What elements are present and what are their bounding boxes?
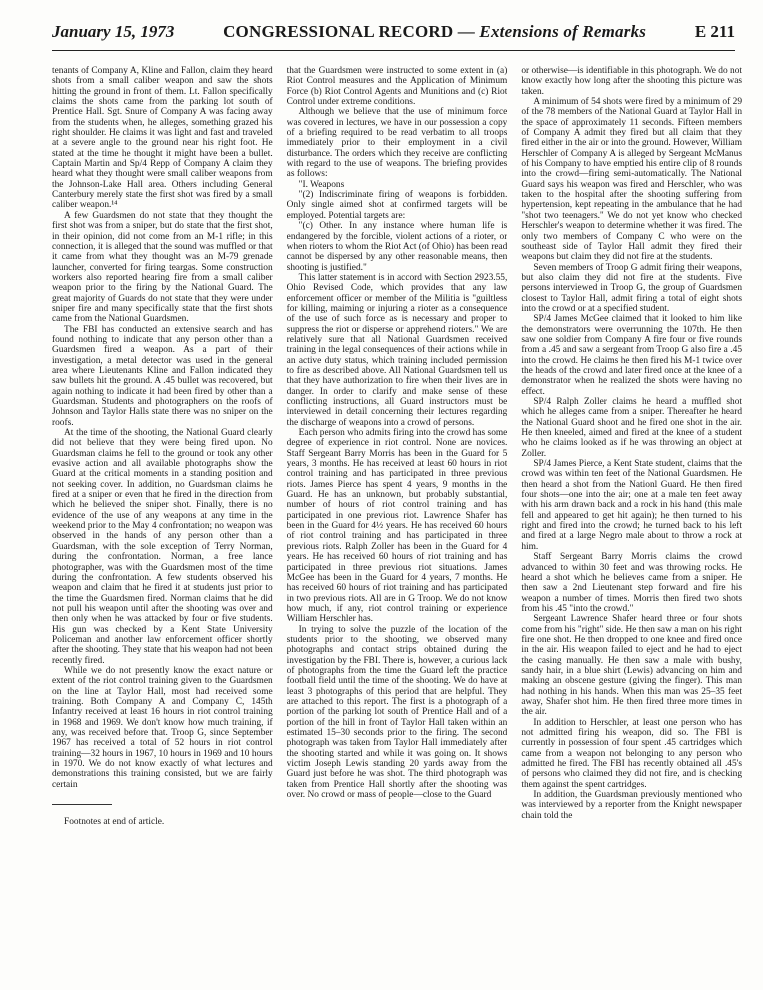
paragraph: "I. Weapons: [298, 179, 345, 190]
paragraph: The FBI has conducted an extensive search and has found nothing to indicate that any person other than a Guardsmen fired a weapon. As a part of their investigation, a metal detector was used in the general area where Lieutenants Kline and Fallon indicated they saw bullets hit the ground. A .45 bullet was recovered, but again nothing to indicate it had been fired by other than a Guardsman. Students and photographers on the roofs of Johnson and Taylor Halls state there was no sniper on the roofs.: [52, 324, 273, 428]
paragraph: that the Guardsmen were instructed to some extent in (a) Riot Control measures and the Application of Minimum Force (b) Riot Control Agents and Munitions and (c) Riot Control under extreme conditions.: [286, 66, 508, 108]
header-date: January 15, 1973: [52, 22, 175, 41]
header-page-number: E 211: [694, 22, 735, 41]
paragraph: Staff Sergeant Barry Morris claims the crowd advanced to within 30 feet and was throwing rocks. He heard a shot which he believes came from a sniper. He then saw a 2nd Lieutenant step forward and fire his weapon a number of times. Morris then fired two shots from his .45 "into the crowd.": [521, 552, 743, 614]
column-2: [287, 66, 508, 966]
footnote-divider: [52, 804, 112, 805]
paragraph: "(2) Indiscriminate firing of weapons is forbidden. Only single aimed shot at confirmed targets will be employed. Potential targets are:: [286, 190, 508, 221]
paragraph: Seven members of Troop G admit firing their weapons, but also claim they did not fire at the students. Five persons interviewed in Troop G, the group of Guardsmen closest to Taylor Hall, admit firing a total of eight shots into the crowd or at a specified student.: [521, 262, 743, 314]
paragraph: Although we believe that the use of minimum force was covered in lectures, we have in our possession a copy of a briefing required to be read verbatim to all troops immediately prior to their employment in a civil disturbance. The orders which they receive are conflicting with regard to the use of weapons. The briefing provides as follows:: [286, 107, 508, 180]
paragraph: This latter statement is in accord with Section 2923.55, Ohio Revised Code, which provides that any law enforcement officer or member of the Militia is "guiltless for killing, maiming or injuring a rioter as a consequence of the use of such force as is necessary and proper to suppress the riot or disperse or apprehend rioters." We are relatively sure that all National Guardsmen received training in the legal consequences of their actions while in an active duty status, which training included permission to fire as described above. All National Guardsmen tell us that they have authorization to fire when their lives are in danger. In order to clarify and make sense of these conflicting instructions, all Guard instructors must be interviewed in detail concerning their lectures regarding the discharge of weapons into a crowd of persons.: [286, 272, 508, 428]
column-3: [521, 66, 742, 966]
column-1: [52, 66, 273, 966]
paragraph: Each person who admits firing into the crowd has some degree of experience in riot control. None are novices. Staff Sergeant Barry Morris has been in the Guard for 5 years, 3 months. He has received at least 60 hours in riot control training and has participated in three previous riots. James Pierce has spent 4 years, 9 months in the Guard. He has an unknown, but probably substantial, number of hours of riot control training and has participated in one previous riot. Lawrence Shafer has been in the Guard for 4½ years. He has received 60 hours of riot control training and has participated in three previous riots. Ralph Zoller has been in the Guard for 4 years. He has received 60 hours of riot training and has participated in three previous riot situations. James McGee has been in the Guard for 4 years, 7 months. He has received 60 hours of riot training and has participated in two previous riots. All are in G Troop. We do not know how much, if any, riot control training or experience William Herschler has.: [286, 428, 508, 625]
paragraph: A few Guardsmen do not state that they thought the first shot was from a sniper, but do state that the first shot, in their opinion, did not come from an M-1 rifle; in this connection, it is alleged that the sound was muffled or that it came from what they thought was an M-79 grenade launcher, converted for firing teargas. Some construction workers also reported hearing fire from a small caliber weapon prior to the firing by the National Guard. The great majority of Guards do not state that they were under sniper fire and many specifically state that the first shots came from the National Guardsmen.: [52, 210, 273, 325]
paragraph: Sergeant Lawrence Shafer heard three or four shots come from his "right" side. He then saw a man on his right fire one shot. He then dropped to one knee and fired once in the air. His weapon failed to eject and he had to eject the casing manually. He then saw a male with bushy, sandy hair, in a blue shirt (Lewis) advancing on him and making an obscene gesture (giving the finger). This man had nothing in his hands. When this man was 25–35 feet away, Shafer shot him. He then fired three more times in the air.: [521, 614, 743, 718]
paragraph: SP/4 James Pierce, a Kent State student, claims that the crowd was within ten feet of the National Guardsmen. He then heard a shot from the Nationl Guard. He then fired four shots—one into the air; one at a male ten feet away with his arm drawn back and a rock in his hand (this male fell and appeared to get hit again); he then turned to his right and fired into the crowd; he turned back to his left and fired at a large Negro male about to throw a rock at him.: [521, 459, 743, 552]
header-title: [223, 22, 646, 42]
paragraph: "(c) Other. In any instance where human life is endangered by the forcible, violent actions of a rioter, or when rioters to whom the Riot Act (of Ohio) has been read cannot be dispersed by any other reasonable means, then shooting is justified.": [286, 221, 508, 273]
paragraph: In addition, the Guardsman previously mentioned who was interviewed by a reporter from the Knight newspaper chain told the: [521, 790, 743, 821]
paragraph: A minimum of 54 shots were fired by a minimum of 29 of the 78 members of the National Guard at Taylor Hall in the space of approximately 11 seconds. Fifteen members of Company A admit they fired but all claim that they fired either in the air or into the ground. However, William Herschler of Company A is alleged by Sergeant McManus of his Company to have emptied his entire clip of 8 rounds into the crowd—firing semi-automatically. The National Guard says his weapon was fired and Herschler, who was taken to the hospital after the shooting suffering from hypertension, kept repeating in the ambulance that he had "shot two teenagers." We do not yet know who checked Herschler's weapon to determine whether it was fired. The only two members of Company C who were on the southeast side of Taylor Hall admit they fired their weapons but claim they did not fire at the students.: [521, 97, 743, 263]
header-section: Extensions of Remarks: [479, 22, 647, 41]
paragraph: or otherwise—is identifiable in this photograph. We do not know exactly how long after the shooting this picture was taken.: [521, 66, 743, 97]
paragraph: In addition to Herschler, at least one person who has not admitted firing his weapon, did so. The FBI is currently in possession of four spent .45 cartridges which came from a weapon not belonging to any person who admitted he fired. The FBI has recently obtained all .45's of persons who claimed they did not fire, and is checking them against the spent cartridges.: [521, 717, 743, 790]
paragraph: In trying to solve the puzzle of the location of the students prior to the shooting, we observed many photographs and contact strips obtained during the investigation by the FBI. There is, however, a curious lack of photographs from the time the Guard left the practice football field until the time of the shooting. We do have at least 3 photographs of this period that are helpful. They are attached to this report. The first is a photograph of a portion of the parking lot south of Prentice Hall and of a portion of the hill in front of Taylor Hall taken within an estimated 15–30 seconds prior to the firing. The second photograph was taken from Taylor Hall immediately after the shooting started and while it was going on. It shows victim Joseph Lewis standing 20 yards away from the Guard just before he was shot. The third photograph was taken from Prentice Hall shortly after the shooting was over. No crowd or mass of people—close to the Guard: [286, 624, 508, 801]
footnote-note: Footnotes at end of article.: [64, 817, 165, 828]
page-header: [52, 22, 735, 51]
paragraph: At the time of the shooting, the National Guard clearly did not believe that they were being fired upon. No Guardsman claims he fell to the ground or took any other evasive action and all available photographs show the Guard at the critical moments in a standing position and not seeking cover. In addition, no Guardsman claims he fired at a sniper or even that he fired in the direction from which he believed the sniper shot. Finally, there is no evidence of the use of any weapons at any time in the weekend prior to the May 4 confrontation; no weapon was observed in the hands of any person other than a Guardsman, with the sole exception of Terry Norman, during the confrontation. Norman, a free lance photographer, was with the Guardsmen most of the time during the confrontation. A few students observed his weapon and claim that he fired it at students just prior to the time the Guardsmen fired. Norman claims that he did not pull his weapon until after the shooting was over and then only when he was attacked by four or five students. His gun was checked by a Kent State University Policeman and another law enforcement officer shortly after the shooting. They state that his weapon had not been recently fired.: [52, 428, 273, 666]
article-columns: [52, 66, 742, 966]
paragraph: SP/4 Ralph Zoller claims he heard a muffled shot which he alleges came from a sniper. Thereafter he heard the National Guard shoot and he fired one shot in the air. He then kneeled, aimed and fired at the knee of a student who he claims looked as if he was throwing an object at Zoller.: [521, 397, 743, 459]
header-publication: CONGRESSIONAL RECORD —: [223, 22, 475, 41]
paragraph: SP/4 James McGee claimed that it looked to him like the demonstrators were overrunning the 107th. He then saw one soldier from Company A fire four or five rounds from a .45 and saw a sergeant from Troop G also fire a .45 into the crowd. He claims he then fired his M-1 twice over the heads of the crowd and later fired once at the knee of a demonstrator when he realized the shots were having no effect.: [521, 314, 743, 397]
paragraph: tenants of Company A, Kline and Fallon, claim they heard shots from a small caliber weapon and saw the shots hitting the ground in front of them. Lt. Fallon specifically claims the shots came from the parking lot south of Prentice Hall. Sgt. Snure of Company A was facing away from the students when, he alleges, something grazed his right shoulder. He claims it was light and fast and traveled at a severe angle to the ground near his right foot. He stated at the time he thought it might have been a bullet. Captain Martin and Sp/4 Repp of Company A claim they heard what they thought were small caliber weapons from the Johnson-Lake Hall area. Others including General Canterbury merely state the first shot was fired by a small caliber weapon.¹⁴: [52, 66, 273, 211]
paragraph: While we do not presently know the exact nature or extent of the riot control training given to the Guardsmen on the line at Taylor Hall, most had received some training. Both Company A and Company C, 145th Infantry received at least 16 hours in riot control training in 1968 and 1969. We don't know how much training, if any, was received before that. Troop G, since September 1967 has received a total of 52 hours in riot control training—32 hours in 1967, 10 hours in 1969 and 10 hours in 1970. We do not know exactly of what lectures and demonstrations this training consisted, but we are fairly certain: [52, 665, 273, 790]
